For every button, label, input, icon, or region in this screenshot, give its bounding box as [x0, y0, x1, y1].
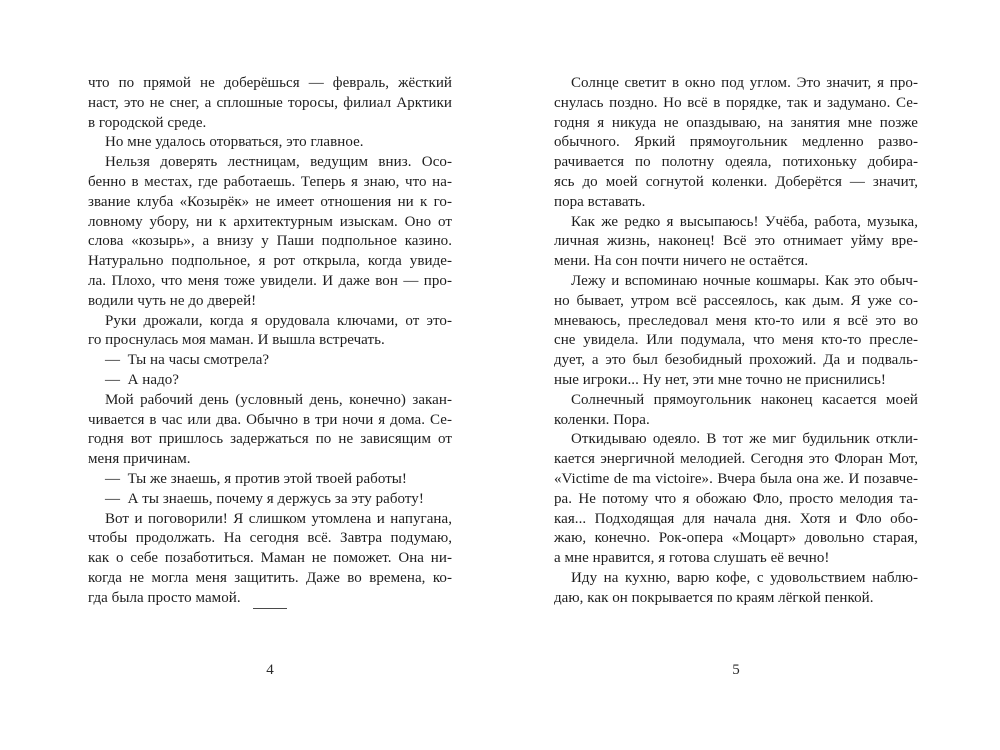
text-line: ра. Не потому что я обожаю Фло, просто мелодия та-	[554, 490, 918, 507]
text-line: Как же редко я высыпаюсь! Учёба, работа, музыка,	[571, 213, 918, 230]
text-line: рачивается по полотну одеяла, потихоньку добира-	[554, 154, 918, 171]
text-line: звание клуба «Козырёк» не имеет отношения ни к го-	[88, 193, 452, 210]
text-line: кая... Подходящая для начала дня. Хотя и Фло обо-	[554, 510, 918, 527]
page-number-left: 4	[266, 662, 274, 678]
text-line: кается энергичной мелодией. Сегодня это Флоран Мот,	[554, 451, 918, 468]
text-line: — А надо?	[105, 371, 180, 388]
text-line: — А ты знаешь, почему я держусь за эту работу!	[105, 490, 424, 507]
separator-rule	[253, 608, 287, 609]
text-line: обычного. Яркий прямоугольник медленно разво-	[554, 134, 918, 151]
text-line: снулась поздно. Но всё в порядке, так и задумано. Се-	[554, 94, 918, 111]
text-line: — Ты на часы смотрела?	[105, 352, 270, 369]
text-line: коленки. Пора.	[554, 411, 650, 428]
text-line: Лежу и вспоминаю ночные кошмары. Как это обыч-	[571, 272, 918, 289]
text-line: как о себе позаботиться. Маман не поможет. Она ни-	[88, 550, 452, 567]
text-line: Но мне удалось оторваться, это главное.	[105, 134, 364, 151]
text-line: — Ты же знаешь, я против этой твоей работы!	[105, 470, 407, 487]
text-line: Иду на кухню, варю кофе, с удовольствием наблю-	[571, 569, 918, 586]
text-line: ные игроки... Ну нет, эти мне точно не приснились!	[554, 371, 886, 388]
text-line: ловному убору, ни к архитектурным изыскам. Оно от	[88, 213, 452, 230]
text-line: но бывает, утром всё рассеялось, как дым. Я уже со-	[554, 292, 918, 309]
text-line: бенно в местах, где работаешь. Теперь я знаю, что на-	[88, 173, 452, 190]
text-line: личная жизнь, наконец! Всё это отнимает уйму вре-	[554, 233, 918, 250]
text-line: Руки дрожали, когда я орудовала ключами, от это-	[105, 312, 452, 329]
text-line: чивается в час или два. Обычно в три ночи я дома. Се-	[88, 411, 452, 428]
text-line: Нельзя доверять лестницам, ведущим вниз. Осо-	[105, 154, 452, 171]
text-line: Солнце светит в окно под углом. Это значит, я про-	[571, 75, 918, 91]
text-line: Мой рабочий день (условный день, конечно) закан-	[105, 391, 452, 408]
text-line: мневаюсь, преследовал меня кто-то или я всё это во	[554, 312, 918, 329]
text-line: что по прямой не доберёшься — февраль, жёсткий	[88, 75, 452, 91]
text-line: Вот и поговорили! Я слишком утомлена и напугана,	[105, 510, 452, 527]
text-line: годня вот пришлось задержаться по не зависящим от	[88, 431, 452, 448]
text-line: гда была просто мамой.	[88, 589, 241, 606]
text-line: водили чуть не до дверей!	[88, 292, 257, 309]
text-line: дует, а это был безобидный прохожий. Да и подваль-	[554, 352, 918, 369]
text-line: жаю, конечно. Рок-опера «Моцарт» довольно старая,	[554, 530, 918, 547]
text-line: в городской среде.	[88, 114, 207, 131]
text-line: «Victime de ma victoire». Вчера была она же. И позавче-	[554, 470, 918, 487]
page-right-text	[554, 74, 918, 609]
text-line: пора вставать.	[554, 193, 646, 210]
text-line: сне увидела. Или подумала, что меня кто-то пресле-	[554, 332, 918, 349]
text-line: мени. На сон почти ничего не остаётся.	[554, 253, 809, 270]
text-line: ясь до моей согнутой коленки. Доберётся — значит,	[554, 173, 918, 190]
text-line: а мне нравится, я готова слушать её вечно!	[554, 550, 830, 567]
text-line: когда не могла меня защитить. Даже во времена, ко-	[88, 569, 452, 586]
text-line: наст, это не снег, а сплошные торосы, филиал Арктики	[88, 94, 452, 111]
text-line: Откидываю одеяло. В тот же миг будильник откли-	[571, 431, 918, 448]
page-left-text	[88, 74, 452, 609]
text-line: ла. Плохо, что меня тоже увидели. И даже вон — про-	[88, 272, 452, 289]
page-number-right: 5	[732, 662, 740, 678]
text-line: слова «козырь», а внизу у Паши подпольное казино.	[88, 233, 452, 250]
text-line: чтобы продолжать. На сегодня всё. Завтра подумаю,	[88, 530, 452, 547]
section-separator	[88, 608, 452, 609]
text-line: Натурально подпольное, я рот открыла, когда увиде-	[88, 253, 452, 270]
text-line: меня причинам.	[88, 451, 191, 468]
text-line: годня я никуда не опаздываю, на занятия мне позже	[554, 114, 918, 131]
text-line: даю, как он покрывается по краям лёгкой пенкой.	[554, 589, 874, 606]
text-line: го проснулась моя маман. И вышла встречать.	[88, 332, 385, 349]
text-line: Солнечный прямоугольник наконец касается моей	[571, 391, 918, 408]
